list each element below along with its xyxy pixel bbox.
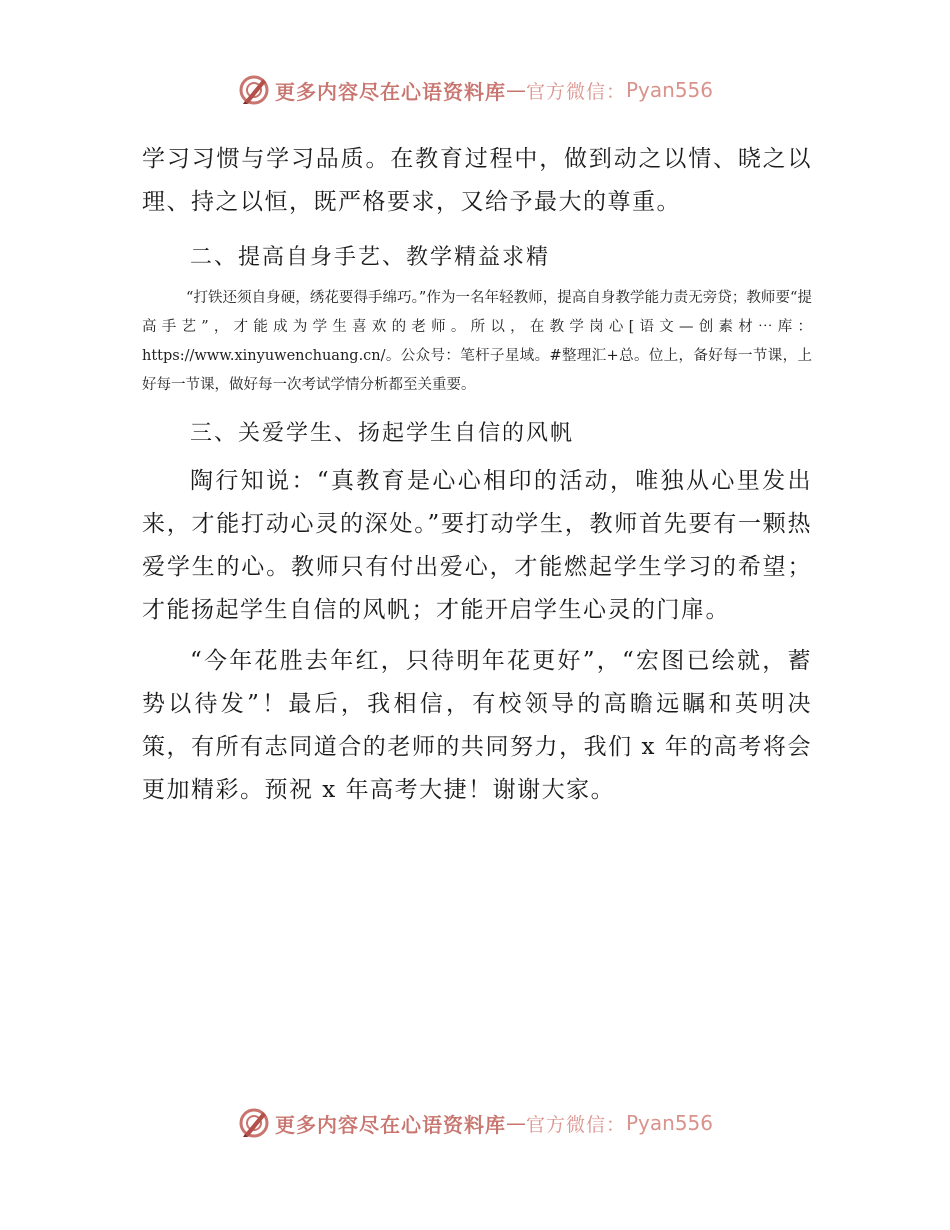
paragraph-1: 学习习惯与学习品质。在教育过程中，做到动之以情、晓之以理、持之以恒，既严格要求，又给予最大的尊重。 <box>142 146 812 215</box>
footer-wechat-id: Pyan556 <box>626 1111 714 1135</box>
section-heading-2: 二、提高自身手艺、教学精益求精 <box>190 245 551 270</box>
pen-circle-logo-icon <box>237 1106 271 1140</box>
section-heading-3: 三、关爱学生、扬起学生自信的风帆 <box>190 421 575 446</box>
document-body <box>142 138 812 812</box>
footer-banner <box>0 1103 950 1143</box>
pen-circle-logo-icon <box>237 73 271 107</box>
paragraph-4: “今年花胜去年红，只待明年花更好”，“宏图已绘就，蓄势以待发”！最后，我相信，有校领导的高瞻远瞩和英明决策，有所有志同道合的老师的共同努力，我们 x 年的高考将会更加精彩。预祝 x 年高考大捷！谢谢大家。 <box>142 648 812 803</box>
footer-separator: — <box>505 1111 526 1135</box>
header-wechat-label: 官方微信： <box>525 80 626 103</box>
paragraph-2-small: “打铁还须自身硬，绣花要得手绵巧。”作为一名年轻教师，提高自身教学能力责无旁贷；教师要“提高手艺”，才能成为学生喜欢的老师。所以，在教学岗心[语文—创素材⋯库：https://www.xinyuwenchuang.cn/。公众号：笔杆子星域。#整理汇+总。位上，备好每一节课，上好每一节课，做好每一次考试学情分析都至关重要。 <box>142 290 812 393</box>
header-brand-text: 更多内容尽在心语资料库 <box>274 79 506 104</box>
header-separator: — <box>505 78 526 102</box>
header-banner <box>0 70 950 110</box>
header-wechat-id: Pyan556 <box>626 78 714 102</box>
footer-wechat-label: 官方微信： <box>525 1113 626 1136</box>
paragraph-3: 陶行知说：“真教育是心心相印的活动，唯独从心里发出来，才能打动心灵的深处。”要打动学生，教师首先要有一颗热爱学生的心。教师只有付出爱心，才能燃起学生学习的希望；才能扬起学生自信的风帆；才能开启学生心灵的门扉。 <box>142 468 812 623</box>
footer-brand-text: 更多内容尽在心语资料库 <box>274 1112 506 1137</box>
